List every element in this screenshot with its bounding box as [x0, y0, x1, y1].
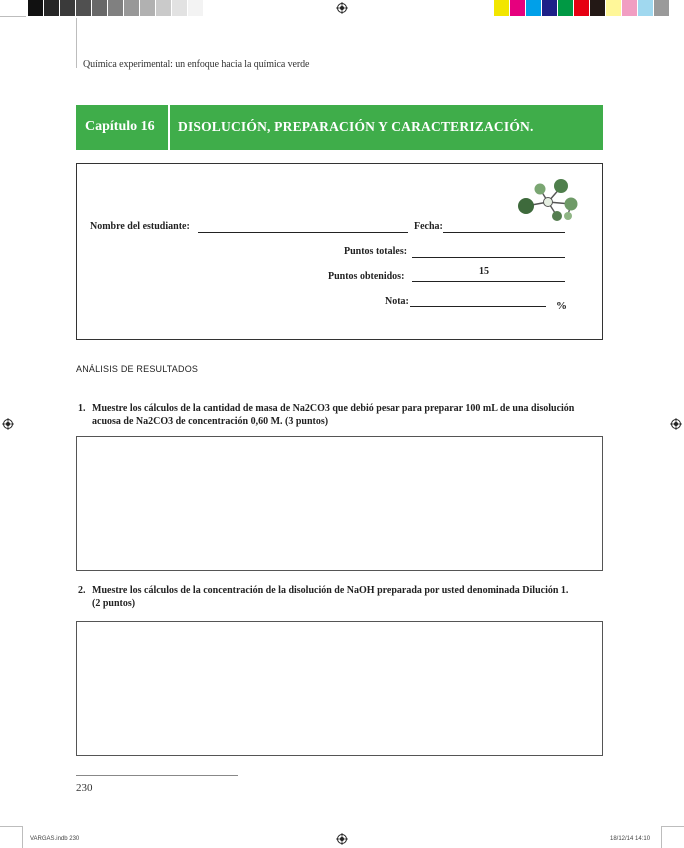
color-swatch — [622, 0, 638, 16]
crop-mark — [76, 18, 77, 68]
molecule-icon — [512, 176, 578, 224]
chapter-number: Capítulo 16 — [85, 119, 155, 134]
color-swatch — [558, 0, 574, 16]
footer-rule — [76, 775, 238, 776]
color-swatch — [654, 0, 670, 16]
crop-mark — [0, 16, 26, 17]
answer-box-1[interactable] — [76, 436, 603, 571]
section-heading: ANÁLISIS DE RESULTADOS — [76, 364, 199, 374]
question-number: 1. — [78, 403, 86, 414]
student-name-field[interactable] — [198, 232, 408, 233]
question-number: 2. — [78, 585, 86, 596]
registration-mark-icon — [2, 418, 14, 430]
crop-mark — [0, 826, 22, 827]
crop-mark — [22, 826, 23, 848]
color-swatch — [574, 0, 590, 16]
crop-mark — [661, 826, 662, 848]
color-swatch — [188, 0, 204, 16]
running-header: Química experimental: un enfoque hacia la química verde — [83, 59, 310, 70]
chapter-title: DISOLUCIÓN, PREPARACIÓN Y CARACTERIZACIÓN. — [178, 119, 534, 134]
slug-file: VARGAS.indb 230 — [30, 836, 80, 842]
color-swatch — [638, 0, 654, 16]
color-swatch — [124, 0, 140, 16]
color-swatch — [172, 0, 188, 16]
obtained-points-value: 15 — [479, 266, 489, 277]
obtained-points-label: Puntos obtenidos: — [328, 271, 405, 282]
color-swatch — [526, 0, 542, 16]
print-color-bar-right — [494, 0, 670, 16]
total-points-field[interactable] — [412, 257, 565, 258]
color-swatch — [510, 0, 526, 16]
color-swatch — [140, 0, 156, 16]
student-name-label: Nombre del estudiante: — [90, 221, 190, 232]
print-color-bar-left — [28, 0, 204, 16]
color-swatch — [590, 0, 606, 16]
grade-field[interactable] — [410, 306, 546, 307]
answer-box-2[interactable] — [76, 621, 603, 756]
question-text: Muestre los cálculos de la concentración de la disolución de NaOH preparada por usted denominada Dilución 1. — [92, 585, 569, 596]
color-swatch — [108, 0, 124, 16]
question-1 — [78, 402, 574, 415]
grade-label: Nota: — [385, 296, 409, 307]
color-swatch — [494, 0, 510, 16]
date-field[interactable] — [443, 232, 565, 233]
registration-mark-icon — [336, 2, 348, 14]
color-swatch — [542, 0, 558, 16]
date-label: Fecha: — [414, 221, 443, 232]
slug-date: 18/12/14 14:10 — [610, 836, 651, 842]
total-points-label: Puntos totales: — [344, 246, 408, 257]
crop-mark — [662, 826, 684, 827]
question-text: Muestre los cálculos de la cantidad de masa de Na2CO3 que debió pesar para preparar 100 mL de una disolución — [92, 403, 575, 414]
page-number: 230 — [76, 782, 93, 794]
color-swatch — [92, 0, 108, 16]
obtained-points-field[interactable] — [412, 281, 565, 282]
color-swatch — [606, 0, 622, 16]
question-1-continuation: acuosa de Na2CO3 de concentración 0,60 M. (3 puntos) — [92, 416, 329, 427]
registration-mark-icon — [670, 418, 682, 430]
color-swatch — [44, 0, 60, 16]
color-swatch — [60, 0, 76, 16]
chapter-divider — [168, 105, 170, 150]
color-swatch — [76, 0, 92, 16]
question-2 — [78, 584, 568, 597]
color-swatch — [28, 0, 44, 16]
question-2-continuation: (2 puntos) — [92, 598, 136, 609]
percent-symbol: % — [556, 300, 567, 312]
color-swatch — [156, 0, 172, 16]
registration-mark-icon — [336, 833, 348, 845]
